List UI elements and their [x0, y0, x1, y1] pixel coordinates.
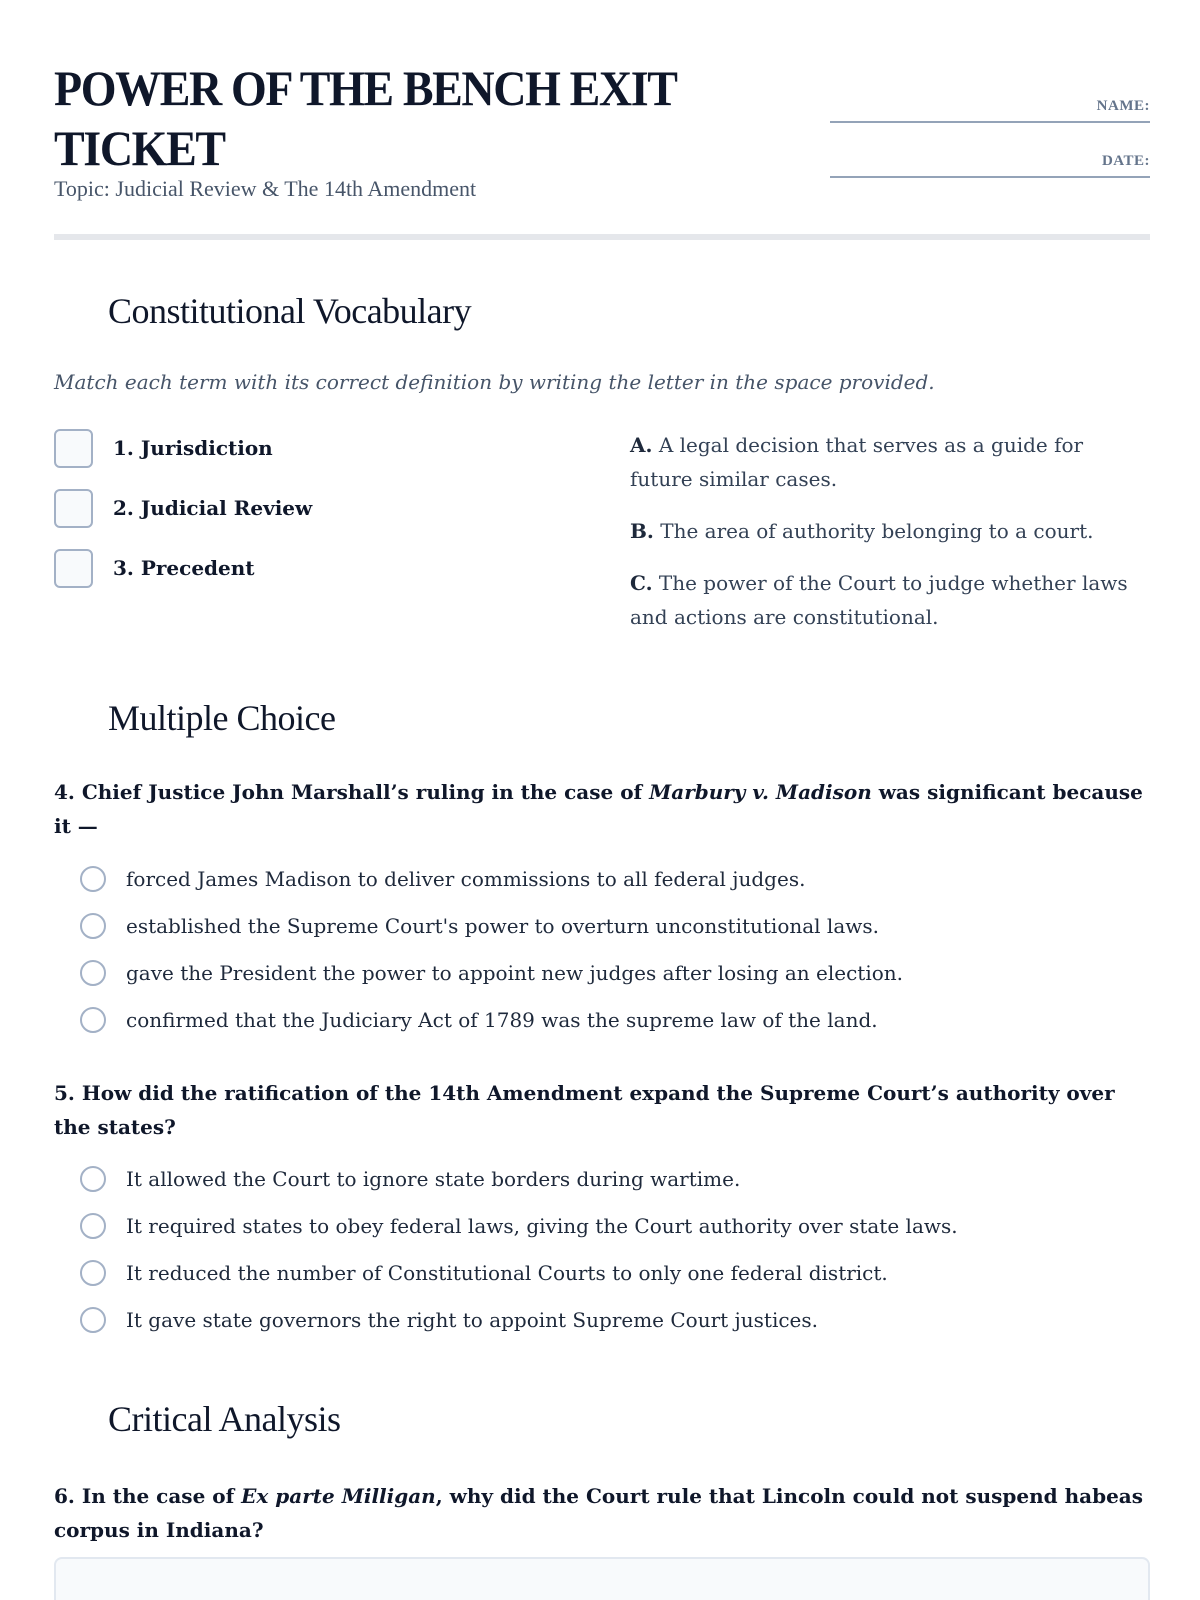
question-text: , why did the Court rule that Lincoln could not suspend habeas corpus in Indiana?: [54, 1484, 1144, 1542]
definition-item: [630, 566, 1150, 634]
option-label: It allowed the Court to ignore state borders during wartime.: [126, 1166, 741, 1191]
answer-box-3[interactable]: [54, 549, 93, 588]
option-5d[interactable]: [80, 1296, 1140, 1343]
radio-button[interactable]: [80, 866, 106, 892]
section-title-multiple-choice: Multiple Choice: [108, 698, 336, 738]
radio-button[interactable]: [80, 913, 106, 939]
name-field[interactable]: [830, 92, 1150, 123]
option-5a[interactable]: [80, 1155, 1140, 1202]
question-4: [54, 775, 1150, 843]
radio-button[interactable]: [80, 1166, 106, 1192]
definition-letter: A.: [630, 433, 653, 457]
topic-subtitle: Topic: Judicial Review & The 14th Amendment: [54, 176, 477, 201]
definition-letter: B.: [630, 519, 654, 543]
radio-button[interactable]: [80, 1007, 106, 1033]
term-item: [54, 428, 554, 468]
option-label: It reduced the number of Constitutional Courts to only one federal district.: [126, 1260, 888, 1285]
option-4b[interactable]: [80, 902, 1140, 949]
header-divider: [54, 234, 1150, 240]
question-text: was significant because it —: [54, 780, 1143, 838]
term-item: [54, 548, 554, 588]
term-list: [54, 428, 554, 608]
case-name: Ex parte Milligan: [241, 1484, 436, 1508]
option-label: It gave state governors the right to appoint Supreme Court justices.: [126, 1307, 818, 1332]
section-title-critical-analysis: Critical Analysis: [108, 1399, 341, 1439]
option-4c[interactable]: [80, 949, 1140, 996]
answer-textarea[interactable]: [54, 1557, 1150, 1600]
definition-text: The area of authority belonging to a court.: [660, 519, 1094, 543]
header: [54, 0, 1150, 240]
definition-letter: C.: [630, 571, 653, 595]
term-label: 3. Precedent: [113, 556, 255, 580]
question-5: [54, 1076, 1150, 1144]
term-item: [54, 488, 554, 528]
vocabulary-instructions: Match each term with its correct definition by writing the letter in the space provided.: [54, 370, 935, 394]
name-label: NAME:: [1096, 98, 1150, 114]
option-5b[interactable]: [80, 1202, 1140, 1249]
case-name: Marbury v. Madison: [649, 780, 872, 804]
question-4-options: [80, 855, 1140, 1043]
date-field[interactable]: [830, 147, 1150, 178]
option-label: forced James Madison to deliver commissions to all federal judges.: [126, 866, 806, 891]
option-label: confirmed that the Judiciary Act of 1789 was the supreme law of the land.: [126, 1007, 878, 1032]
date-label: DATE:: [1101, 153, 1150, 169]
definition-item: [630, 428, 1150, 496]
definition-list: [630, 428, 1150, 652]
option-label: gave the President the power to appoint new judges after losing an election.: [126, 960, 904, 985]
radio-button[interactable]: [80, 1260, 106, 1286]
option-label: It required states to obey federal laws, giving the Court authority over state laws.: [126, 1213, 958, 1238]
worksheet-page: [54, 0, 1150, 1542]
radio-button[interactable]: [80, 960, 106, 986]
option-5c[interactable]: [80, 1249, 1140, 1296]
page-title: POWER OF THE BENCH EXIT TICKET: [54, 60, 676, 176]
question-text: 6. In the case of: [54, 1484, 242, 1508]
option-4a[interactable]: [80, 855, 1140, 902]
term-label: 1. Jurisdiction: [113, 436, 273, 460]
definition-item: [630, 514, 1150, 548]
student-fields: [830, 92, 1150, 202]
term-label: 2. Judicial Review: [113, 496, 313, 520]
answer-box-2[interactable]: [54, 489, 93, 528]
question-text: 4. Chief Justice John Marshall’s ruling in the case of: [54, 780, 650, 804]
radio-button[interactable]: [80, 1307, 106, 1333]
question-text: 5. How did the ratification of the 14th Amendment expand the Supreme Court’s authority over the states?: [54, 1081, 1115, 1139]
section-title-vocabulary: Constitutional Vocabulary: [108, 291, 472, 331]
definition-text: The power of the Court to judge whether laws and actions are constitutional.: [630, 571, 1128, 629]
radio-button[interactable]: [80, 1213, 106, 1239]
answer-box-1[interactable]: [54, 429, 93, 468]
option-label: established the Supreme Court's power to overturn unconstitutional laws.: [126, 913, 879, 938]
question-5-options: [80, 1155, 1140, 1343]
question-6: [54, 1479, 1150, 1547]
option-4d[interactable]: [80, 996, 1140, 1043]
definition-text: A legal decision that serves as a guide for future similar cases.: [630, 433, 1084, 491]
